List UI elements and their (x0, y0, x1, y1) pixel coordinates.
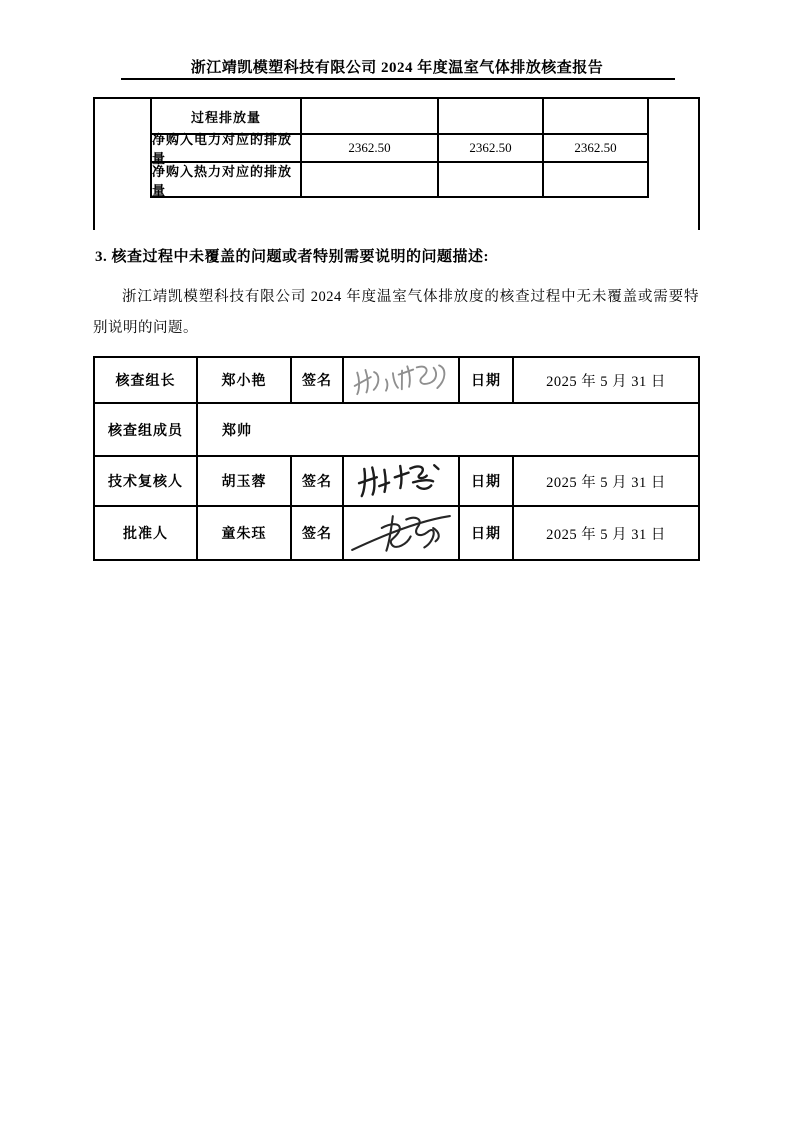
value-cell (439, 163, 544, 198)
role-cell-approver: 批准人 (95, 505, 196, 559)
signature-tong-zhujue (344, 507, 458, 559)
sign-label-cell: 签名 (290, 455, 342, 505)
role-cell-tech-reviewer: 技术复核人 (95, 455, 196, 505)
sign-label-cell: 签名 (290, 358, 342, 402)
header-rule (121, 78, 675, 80)
section3-heading: 3. 核查过程中未覆盖的问题或者特别需要说明的问题描述: (95, 249, 489, 265)
value-cell (302, 99, 439, 135)
page-title: 浙江靖凯模塑科技有限公司 2024 年度温室气体排放核查报告 (190, 60, 604, 76)
signature-cell (342, 505, 458, 559)
value-cell (439, 99, 544, 135)
date-cell: 2025 年 5 月 31 日 (512, 358, 698, 402)
section3-paragraph: 浙江靖凯模塑科技有限公司 2024 年度温室气体排放度的核查过程中无未覆盖或需要特别说明的问题。 (93, 289, 699, 336)
value-cell: 2362.50 (544, 135, 649, 163)
sign-label-cell: 签名 (290, 505, 342, 559)
emission-summary-grid (150, 99, 647, 198)
role-cell-team-leader: 核查组长 (115, 374, 176, 389)
signature-zheng-xiaoyan (344, 358, 458, 402)
date-label-cell: 日期 (458, 358, 512, 402)
signature-cell (342, 455, 458, 505)
role-cell-team-members: 核查组成员 (95, 402, 196, 455)
row-label-purchased-electricity: 净购入电力对应的排放量 (152, 135, 302, 163)
value-cell (544, 163, 649, 198)
date-label-cell: 日期 (458, 505, 512, 559)
name-cell: 郑小艳 (196, 358, 290, 402)
row-label-purchased-heat: 净购入热力对应的排放量 (152, 163, 302, 198)
signature-cell (342, 358, 458, 402)
signature-hu-yurong (344, 457, 458, 505)
value-cell (302, 163, 439, 198)
date-cell: 2025 年 5 月 31 日 (512, 455, 698, 505)
name-cell: 童朱珏 (196, 505, 290, 559)
row-label-process-emissions: 过程排放量 (152, 99, 302, 135)
value-cell: 2362.50 (302, 135, 439, 163)
name-cell: 胡玉蓉 (196, 455, 290, 505)
team-members-cell: 郑帅 (196, 402, 698, 455)
date-cell: 2025 年 5 月 31 日 (512, 505, 698, 559)
signoff-table (93, 356, 700, 561)
date-label-cell: 日期 (458, 455, 512, 505)
emission-summary-table (93, 97, 700, 230)
value-cell (544, 99, 649, 135)
value-cell: 2362.50 (439, 135, 544, 163)
